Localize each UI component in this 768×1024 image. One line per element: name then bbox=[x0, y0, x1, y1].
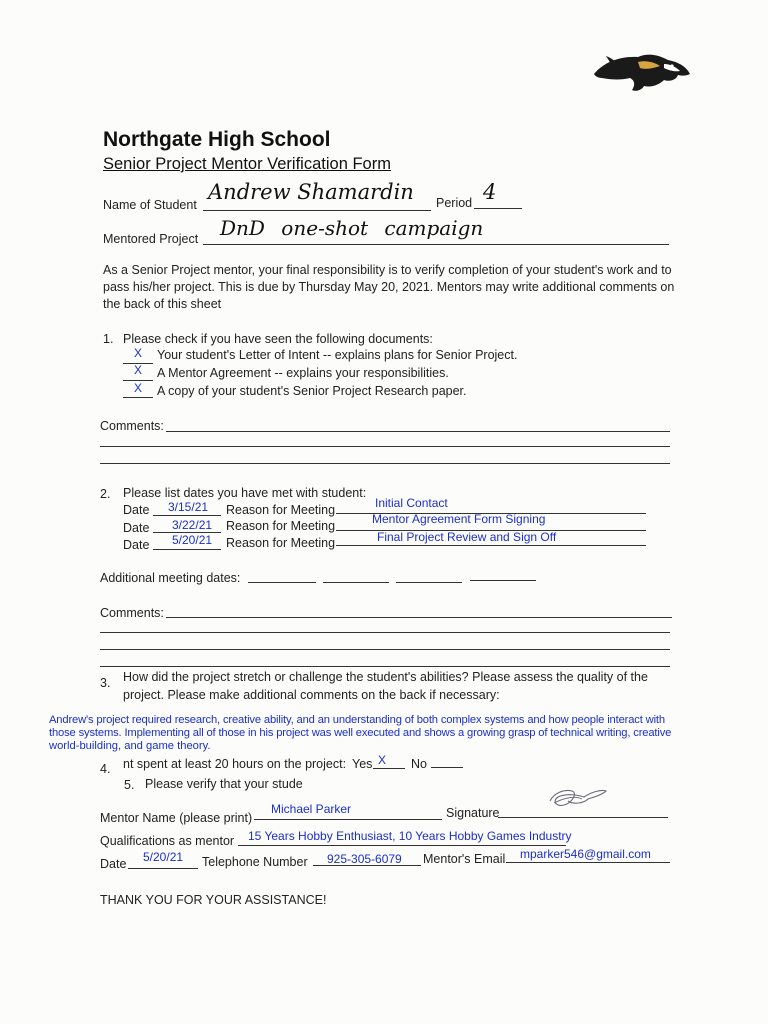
student-name-value: Andrew Shamardin bbox=[208, 180, 414, 204]
meeting-2-reason-label: Reason for Meeting bbox=[226, 519, 336, 533]
comments-label-2: Comments: bbox=[100, 606, 164, 620]
section-3-number: 3. bbox=[100, 676, 111, 690]
doc-check-research-paper[interactable]: X bbox=[134, 381, 143, 395]
period-value: 4 bbox=[483, 180, 497, 204]
email-label: Mentor's Email bbox=[423, 852, 506, 866]
section-1-question: Please check if you have seen the following documents: bbox=[123, 332, 433, 346]
meeting-1-date-label: Date bbox=[123, 503, 150, 517]
bronco-logo-icon bbox=[590, 48, 694, 96]
signature-label: Signature bbox=[446, 806, 500, 820]
mentor-name-value[interactable]: Michael Parker bbox=[271, 802, 352, 816]
meeting-1-reason[interactable]: Initial Contact bbox=[375, 496, 448, 510]
section-4-number: 4. bbox=[100, 762, 111, 776]
intro-line-2: pass his/her project. This is due by Thursday May 20, 2021. Mentors may write additional comments on bbox=[103, 280, 675, 294]
section-5-number: 5. bbox=[124, 778, 135, 792]
meeting-1-date[interactable]: 3/15/21 bbox=[168, 500, 209, 514]
project-value: DnD one-shot campaign bbox=[220, 216, 484, 240]
section-4-question: nt spent at least 20 hours on the project: bbox=[123, 757, 347, 771]
phone-label: Telephone Number bbox=[202, 855, 308, 869]
comments-label-1: Comments: bbox=[100, 419, 164, 433]
doc-research-paper: A copy of your student's Senior Project Research paper. bbox=[157, 384, 467, 398]
meeting-2-date-label: Date bbox=[123, 521, 150, 535]
section-3-question-line-1: How did the project stretch or challenge the student's abilities? Please assess the quality of the bbox=[123, 670, 648, 684]
section-1-number: 1. bbox=[103, 332, 114, 346]
meeting-3-reason[interactable]: Final Project Review and Sign Off bbox=[377, 530, 557, 544]
meeting-3-reason-label: Reason for Meeting bbox=[226, 536, 336, 550]
section-3-answer-line-3[interactable]: world-building, and game theory. bbox=[49, 740, 211, 752]
project-label: Mentored Project bbox=[103, 232, 199, 246]
hours-yes-check[interactable]: X bbox=[378, 753, 387, 767]
meeting-2-reason[interactable]: Mentor Agreement Form Signing bbox=[372, 512, 546, 526]
qualifications-value[interactable]: 15 Years Hobby Enthusiast, 10 Years Hobby Games Industry bbox=[248, 829, 572, 843]
mentor-date-label: Date bbox=[100, 857, 127, 871]
section-3-answer-line-2[interactable]: those systems. Implementing all of those in his project was well executed and shows a growing grasp of technical writing, creative bbox=[49, 727, 672, 739]
school-title: Northgate High School bbox=[103, 128, 331, 151]
additional-dates-label: Additional meeting dates: bbox=[100, 571, 241, 585]
doc-check-letter-of-intent[interactable]: X bbox=[134, 346, 143, 360]
intro-line-3: the back of this sheet bbox=[103, 297, 222, 311]
section-2-question: Please list dates you have met with student: bbox=[123, 486, 367, 500]
doc-letter-of-intent: Your student's Letter of Intent -- explains plans for Senior Project. bbox=[157, 348, 518, 362]
meeting-2-date[interactable]: 3/22/21 bbox=[172, 518, 213, 532]
student-name-label: Name of Student bbox=[103, 198, 197, 212]
doc-mentor-agreement: A Mentor Agreement -- explains your responsibilities. bbox=[157, 366, 449, 380]
hours-yes-label: Yes bbox=[352, 757, 373, 771]
mentor-date-value[interactable]: 5/20/21 bbox=[143, 850, 184, 864]
thank-you-text: THANK YOU FOR YOUR ASSISTANCE! bbox=[100, 893, 327, 907]
meeting-3-date-label: Date bbox=[123, 538, 150, 552]
form-title: Senior Project Mentor Verification Form bbox=[103, 155, 391, 173]
doc-check-mentor-agreement[interactable]: X bbox=[134, 363, 143, 377]
section-2-number: 2. bbox=[100, 487, 111, 501]
phone-value[interactable]: 925-305-6079 bbox=[327, 852, 402, 866]
section-3-answer-line-1[interactable]: Andrew's project required research, creative ability, and an understanding of both complex systems and how people interact with bbox=[49, 714, 665, 726]
intro-line-1: As a Senior Project mentor, your final responsibility is to verify completion of your student's work and to bbox=[103, 263, 672, 277]
meeting-3-date[interactable]: 5/20/21 bbox=[172, 533, 213, 547]
section-5-text: Please verify that your stude bbox=[145, 777, 303, 791]
period-label: Period bbox=[436, 196, 473, 210]
email-value[interactable]: mparker546@gmail.com bbox=[520, 847, 651, 861]
meeting-1-reason-label: Reason for Meeting bbox=[226, 503, 336, 517]
hours-no-label: No bbox=[411, 757, 427, 771]
qualifications-label: Qualifications as mentor bbox=[100, 834, 235, 848]
signature-icon bbox=[544, 783, 614, 811]
mentor-name-label: Mentor Name (please print) bbox=[100, 811, 253, 825]
section-3-question-line-2: project. Please make additional comments on the back if necessary: bbox=[123, 688, 500, 702]
